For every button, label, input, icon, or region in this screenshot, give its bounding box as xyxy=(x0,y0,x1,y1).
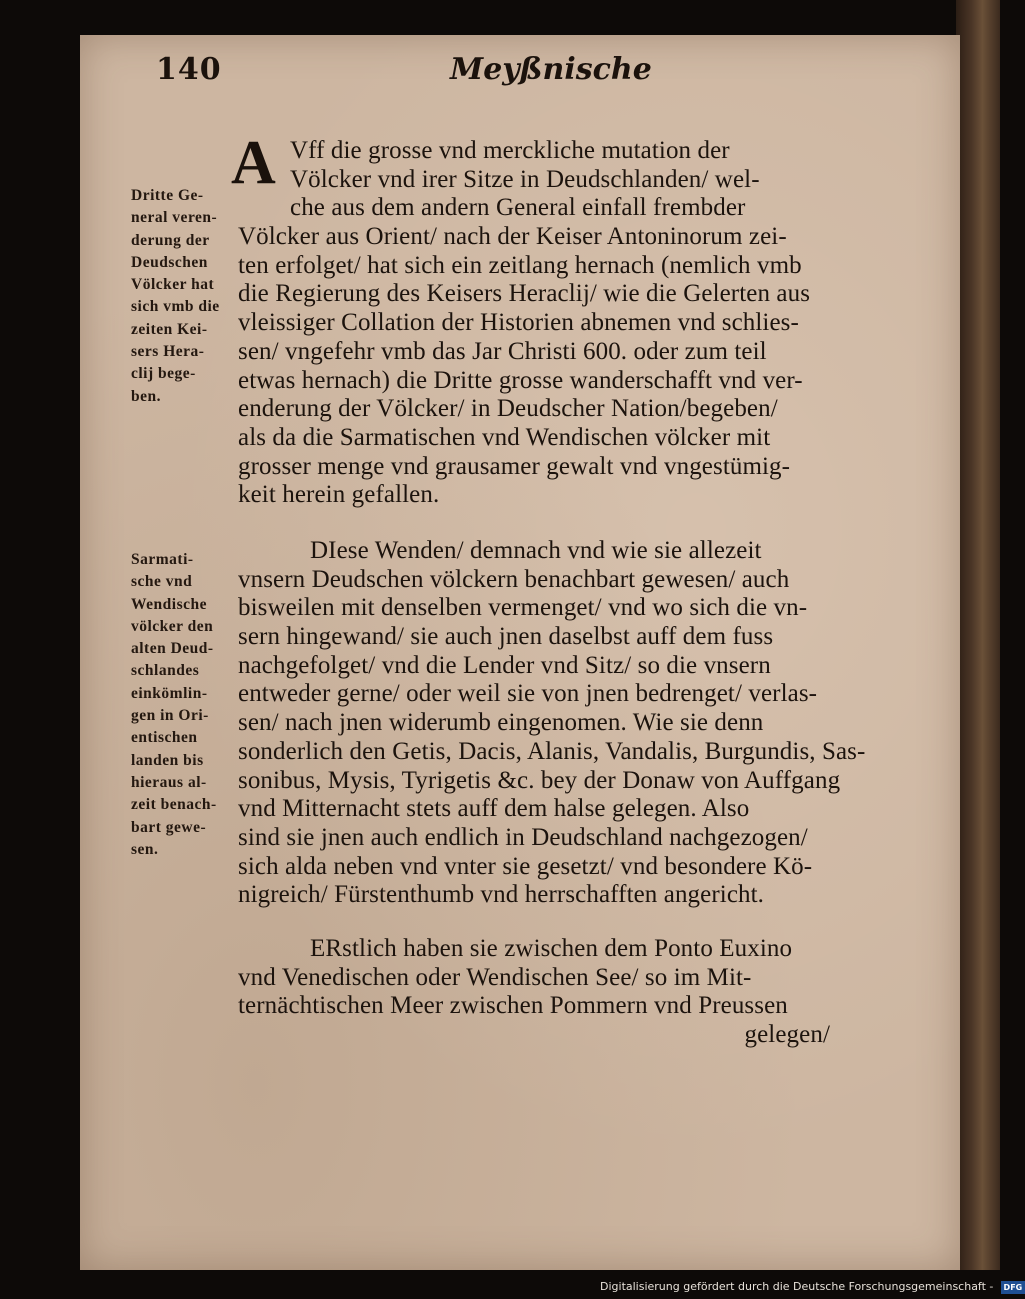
margin-note-line: alten Deud- xyxy=(131,640,214,658)
text-line: ten erfolget/ hat sich ein zeitlang hernach (nemlich vmb xyxy=(238,251,802,279)
paragraph-2 xyxy=(238,537,898,910)
catchword: gelegen/ xyxy=(744,1021,830,1049)
paragraph-3 xyxy=(238,935,898,1050)
text-line: che aus dem andern General einfall frembder xyxy=(290,194,746,222)
text-line: sen/ nach jnen widerumb eingenomen. Wie sie denn xyxy=(238,709,764,737)
margin-note-line: zeit benach- xyxy=(131,796,217,814)
paragraph-1 xyxy=(238,137,898,510)
margin-note-line: zeiten Kei- xyxy=(131,320,208,338)
margin-note-line: bart gewe- xyxy=(131,818,207,836)
margin-note-2 xyxy=(131,549,241,861)
margin-note-line: schlandes xyxy=(131,662,200,680)
drop-cap: A xyxy=(231,129,276,197)
margin-note-line: landen bis xyxy=(131,751,204,769)
margin-note-line: Deudschen xyxy=(131,253,208,271)
margin-note-line: ben. xyxy=(131,387,161,405)
text-line: vnd Venedischen oder Wendischen See/ so im Mit- xyxy=(238,963,752,991)
text-line: entweder gerne/ oder weil sie von jnen bedrenget/ verlas- xyxy=(238,680,818,708)
text-line: bisweilen mit denselben vermenget/ vnd wo sich die vn- xyxy=(238,594,808,622)
margin-note-line: völcker den xyxy=(131,617,214,635)
bleed-through-texture xyxy=(560,470,810,510)
margin-note-line: sich vmb die xyxy=(131,298,220,316)
text-line: etwas hernach) die Dritte grosse wanderschafft vnd ver- xyxy=(238,366,803,394)
text-line: nigreich/ Fürstenthumb vnd herrschafften angericht. xyxy=(238,881,765,909)
text-line: ERstlich haben sie zwischen dem Ponto Euxino xyxy=(310,935,793,962)
text-line: Vff die grosse vnd merckliche mutation der xyxy=(290,137,730,164)
text-line: nachgefolget/ vnd die Lender vnd Sitz/ so die vnsern xyxy=(238,651,771,679)
text-line: als da die Sarmatischen vnd Wendischen völcker mit xyxy=(238,423,771,451)
text-line: sern hingewand/ sie auch jnen daselbst auff dem fuss xyxy=(238,623,774,651)
margin-note-line: derung der xyxy=(131,231,210,249)
margin-note-line: hieraus al- xyxy=(131,773,207,791)
text-line: grosser menge vnd grausamer gewalt vnd vngestümig- xyxy=(238,452,791,480)
running-head: Meyßnische xyxy=(450,52,652,87)
text-line: vnsern Deudschen völckern benachbart gewesen/ auch xyxy=(238,565,790,593)
margin-note-line: clij bege- xyxy=(131,365,196,383)
page-number: 140 xyxy=(156,52,222,87)
margin-note-line: entischen xyxy=(131,729,198,747)
text-line: die Regierung des Keisers Heraclij/ wie die Gelerten aus xyxy=(238,280,811,308)
text-line: sind sie jnen auch endlich in Deudschland nachgezogen/ xyxy=(238,823,808,851)
text-line: sen/ vngefehr vmb das Jar Christi 600. oder zum teil xyxy=(238,337,767,365)
margin-note-line: sers Hera- xyxy=(131,343,205,361)
text-line: DIese Wenden/ demnach vnd wie sie allezeit xyxy=(310,537,762,564)
text-line: vleissiger Collation der Historien abnemen vnd schlies- xyxy=(238,309,799,337)
margin-note-1 xyxy=(131,185,241,408)
margin-note-line: Völcker hat xyxy=(131,276,215,294)
margin-note-line: neral veren- xyxy=(131,209,218,227)
dfg-logo-icon: DFG xyxy=(1001,1281,1025,1294)
margin-note-line: Sarmati- xyxy=(131,551,194,568)
margin-note-line: gen in Ori- xyxy=(131,707,209,725)
margin-note-line: sche vnd xyxy=(131,573,193,591)
footer-text: Digitalisierung gefördert durch die Deutsche Forschungsgemeinschaft - xyxy=(600,1280,994,1293)
text-line: enderung der Völcker/ in Deudscher Nation/begeben/ xyxy=(238,395,778,423)
text-line: sonderlich den Getis, Dacis, Alanis, Vandalis, Burgundis, Sas- xyxy=(238,737,866,765)
text-line: sonibus, Mysis, Tyrigetis &c. bey der Donaw von Auffgang xyxy=(238,766,841,794)
margin-note-line: Wendische xyxy=(131,595,207,613)
text-line: ternächtischen Meer zwischen Pommern vnd Preussen xyxy=(238,992,788,1020)
margin-note-line: sen. xyxy=(131,840,159,858)
text-line: Völcker aus Orient/ nach der Keiser Antoninorum zei- xyxy=(238,223,787,251)
text-line: Völcker vnd irer Sitze in Deudschlanden/ wel- xyxy=(290,165,760,193)
text-line: vnd Mitternacht stets auff dem halse gelegen. Also xyxy=(238,795,750,823)
text-line: keit herein gefallen. xyxy=(238,481,440,509)
margin-note-line: Dritte Ge- xyxy=(131,187,204,204)
margin-note-line: einkömlin- xyxy=(131,684,208,702)
text-line: sich alda neben vnd vnter sie gesetzt/ vnd besondere Kö- xyxy=(238,852,813,880)
page-header xyxy=(150,52,710,92)
footer-credit xyxy=(600,1278,1023,1296)
book-spine xyxy=(956,0,1000,1270)
